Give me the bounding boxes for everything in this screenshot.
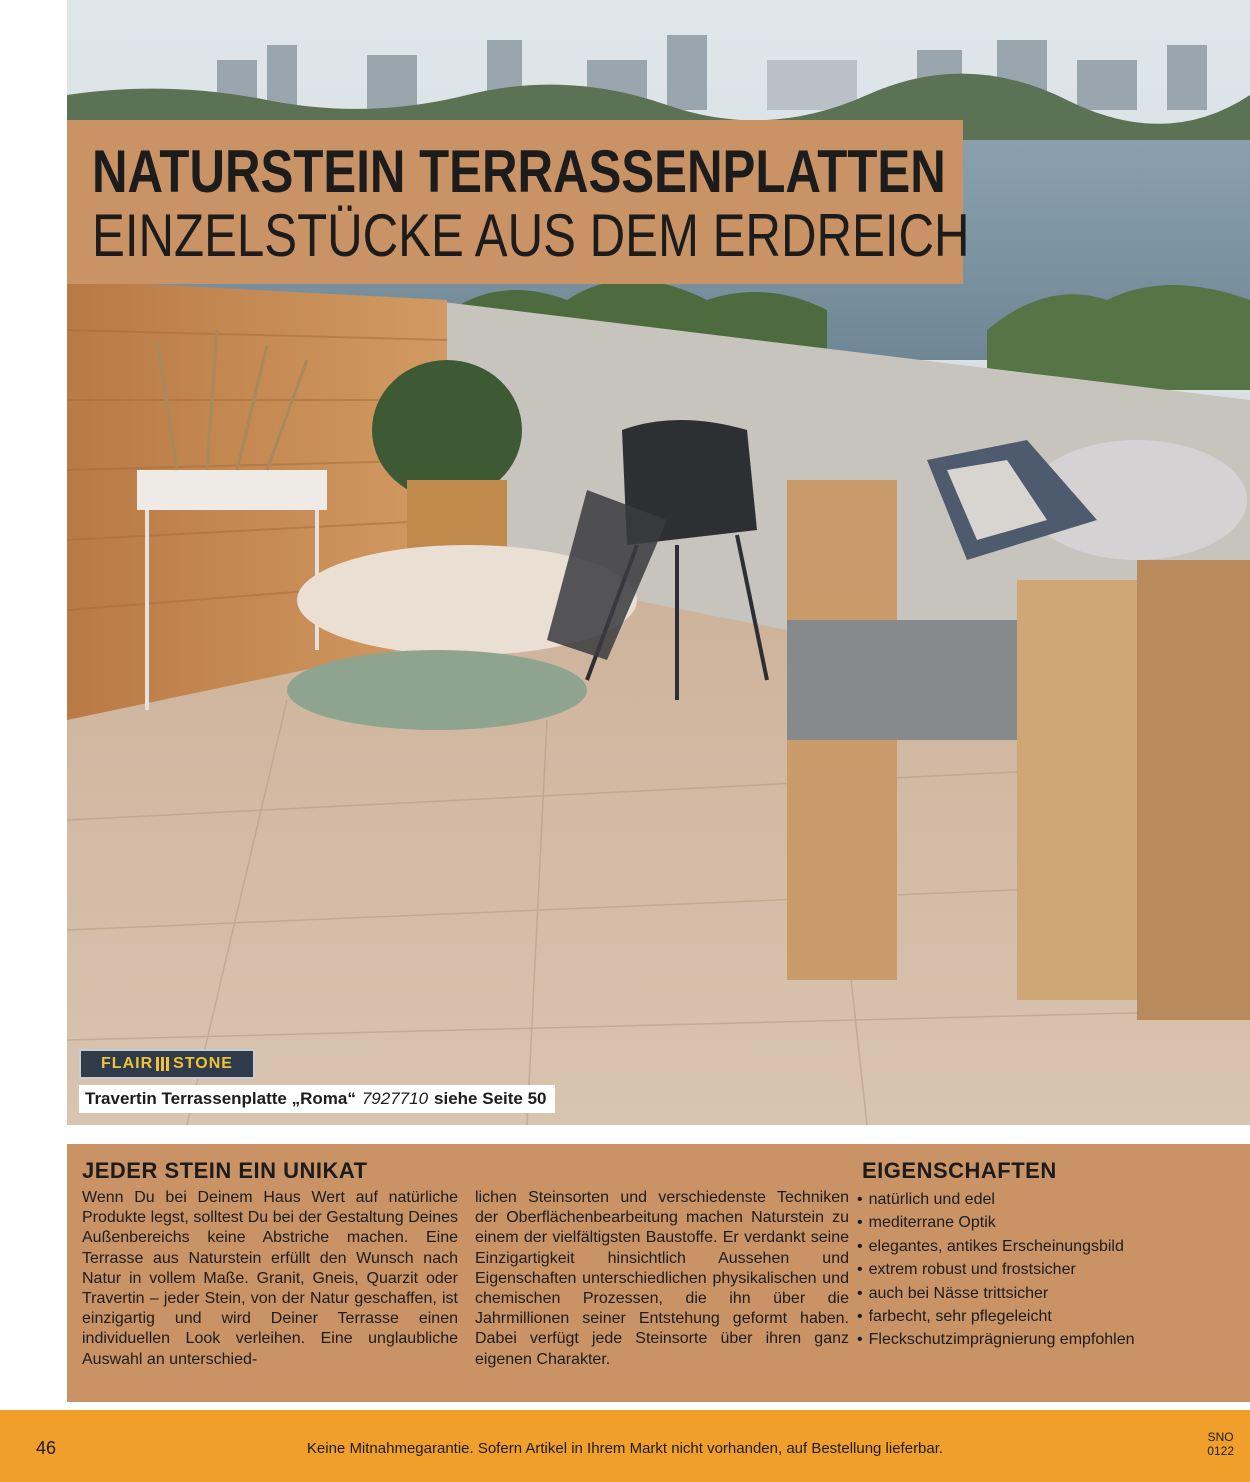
caption-page-reference: siehe Seite 50	[434, 1089, 547, 1108]
caption-product-name: Travertin Terrassenplatte „Roma“	[85, 1089, 356, 1108]
property-item: • natürlich und edel	[857, 1188, 1135, 1211]
footer-note: Keine Mitnahmegarantie. Sofern Artikel in Ihrem Markt nicht vorhanden, auf Bestellung lieferbar.	[306, 1440, 944, 1457]
property-item: • Fleckschutzimprägnierung empfohlen	[857, 1328, 1135, 1351]
brand-logo-part1: FLAIR	[101, 1055, 154, 1072]
brand-logo	[79, 1049, 255, 1079]
headline-panel	[67, 120, 970, 284]
property-item: • auch bei Nässe trittsicher	[857, 1282, 1135, 1305]
print-code	[1207, 1430, 1234, 1458]
brand-logo-mark-icon	[156, 1057, 170, 1071]
body-text-2: lichen Steinsorten und verschiedenste Techniken der Oberflächenbearbeitung machen Naturstein zu einem der vielfältigsten Baustoffe. Er verdankt seine Einzigartigkeit hinsichtlich Aussehen und Eigenschaften unterschiedlichen physikalischen und chemischen Prozessen, die ihn über die Jahrmillionen seiner Entstehung geformt haben. Dabei verfügt jede Steinsorte über ihren ganz eigenen Charakter.	[475, 1189, 849, 1368]
headline-subtitle: EINZELSTÜCKE AUS DEM ERDREICH	[92, 202, 970, 269]
section-title: JEDER STEIN EIN UNIKAT	[82, 1158, 368, 1183]
properties-list	[857, 1188, 1135, 1352]
properties-title: EIGENSCHAFTEN	[862, 1158, 1057, 1183]
body-text-column-2	[475, 1188, 849, 1370]
property-item: • extrem robust und frostsicher	[857, 1258, 1135, 1281]
product-caption	[79, 1085, 555, 1113]
page-number: 46	[36, 1438, 57, 1458]
property-item: • farbecht, sehr pflegeleicht	[857, 1305, 1135, 1328]
footer-bar	[0, 1410, 1250, 1482]
brand-logo-part2: STONE	[173, 1055, 233, 1072]
body-text-1: Wenn Du bei Deinem Haus Wert auf natürliche Produkte legst, solltest Du bei der Gestaltung Deines Außenbereichs keine Abstriche machen. Eine Terrasse aus Naturstein erfüllt den Wunsch nach Natur in vollem Maße. Granit, Gneis, Quarzit oder Travertin – jeder Stein, von der Natur geschaffen, ist einzigartig und wird Deiner Terrasse einen individuellen Look verleihen. Eine unglaubliche Auswahl an unterschied-	[82, 1189, 458, 1368]
print-code-line2: 0122	[1207, 1444, 1234, 1458]
caption-article-number: 7927710	[361, 1089, 429, 1108]
property-item: • elegantes, antikes Erscheinungsbild	[857, 1235, 1135, 1258]
body-text-column-1	[82, 1188, 458, 1370]
property-item: • mediterrane Optik	[857, 1211, 1135, 1234]
print-code-line1: SNO	[1207, 1430, 1234, 1444]
headline-title: NATURSTEIN TERRASSENPLATTEN	[92, 138, 946, 205]
info-panel	[67, 1144, 1250, 1402]
